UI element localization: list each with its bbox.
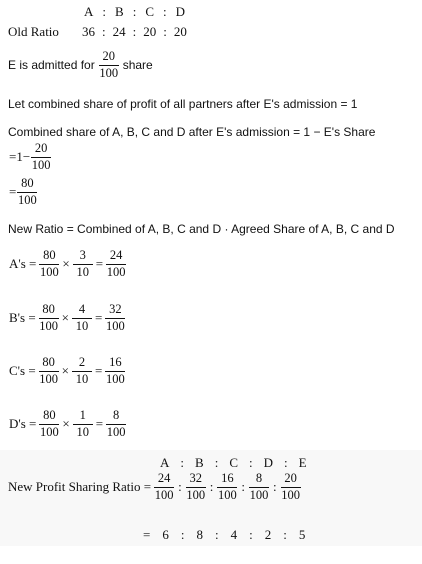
old-ratio-header: [84, 4, 185, 20]
final-a: 6: [162, 527, 169, 542]
times-sign: ×: [62, 416, 70, 432]
fraction-numerator: 20: [99, 50, 119, 66]
step-one: [8, 142, 51, 173]
fraction-numerator: 20: [281, 472, 301, 488]
fraction-denominator: 100: [217, 487, 237, 502]
share-fraction: [39, 356, 59, 387]
times-sign: ×: [61, 363, 69, 379]
value-sep: :: [102, 24, 106, 39]
step-fraction: [17, 177, 37, 208]
header-sep: :: [284, 455, 288, 470]
share-row-b: [8, 303, 125, 334]
value-c: 20: [143, 24, 157, 39]
header-b: B: [195, 455, 204, 470]
fraction-denominator: 100: [281, 487, 300, 502]
fraction-numerator: 80: [39, 249, 59, 265]
ratio-fraction-e: [281, 472, 301, 503]
fraction-denominator: 10: [75, 371, 89, 386]
fraction-denominator: 100: [99, 65, 119, 80]
equals-sign: =: [95, 256, 104, 272]
ratio-sep: :: [178, 479, 182, 495]
final-ratio: [143, 527, 305, 543]
new-profit-ratio-row: [8, 472, 301, 503]
share-fraction: [73, 409, 93, 440]
share-fraction: [72, 303, 92, 334]
fraction-denominator: 100: [186, 487, 206, 502]
admission-suffix: share: [122, 58, 153, 73]
fraction-numerator: 2: [72, 356, 92, 372]
share-row-a: [8, 249, 126, 280]
share-fraction: [39, 249, 59, 280]
fraction-denominator: 100: [106, 264, 126, 279]
value-d: 20: [173, 24, 187, 39]
final-e: 5: [298, 527, 306, 542]
header-c: C: [145, 4, 154, 19]
header-sep: :: [214, 455, 219, 470]
admission-prefix: E is admitted for: [8, 58, 95, 73]
header-c: C: [229, 455, 238, 470]
combined-statement: Combined share of A, B, C and D after E's admission = 1 − E's Share: [8, 125, 376, 139]
fraction-denominator: 100: [249, 487, 269, 502]
new-ratio-header: [160, 455, 307, 471]
fraction-denominator: 100: [40, 424, 59, 439]
share-fraction: [72, 356, 92, 387]
equals-sign: =: [95, 363, 103, 379]
ratio-sep: :: [209, 479, 214, 495]
final-equals: =: [143, 527, 151, 542]
fraction-numerator: 8: [249, 472, 269, 488]
header-sep: :: [180, 455, 185, 470]
fraction-numerator: 80: [17, 177, 37, 193]
old-ratio-label: Old Ratio: [8, 24, 59, 39]
step-two: [8, 177, 37, 208]
ratio-sep: :: [272, 479, 277, 495]
fraction-denominator: 100: [106, 424, 126, 439]
ratio-sep: :: [241, 479, 245, 495]
header-d: D: [175, 4, 185, 19]
final-sep: :: [249, 527, 253, 542]
fraction-numerator: 32: [186, 472, 206, 488]
old-ratio-values: [82, 24, 187, 40]
header-sep: :: [248, 455, 253, 470]
fraction-numerator: 8: [106, 409, 126, 425]
share-result: [105, 356, 125, 387]
value-sep: :: [163, 24, 167, 39]
final-c: 4: [230, 527, 238, 542]
fraction-numerator: 16: [217, 472, 237, 488]
share-label: A's =: [9, 256, 37, 272]
value-b: 24: [112, 24, 126, 39]
fraction-denominator: 100: [40, 264, 59, 279]
ratio-fraction-b: [186, 472, 206, 503]
fraction-numerator: 24: [106, 249, 126, 265]
fraction-numerator: 80: [39, 303, 59, 319]
fraction-denominator: 100: [105, 318, 125, 333]
step-fraction: [31, 142, 51, 173]
step-lhs: =1−: [9, 149, 31, 165]
final-sep: :: [283, 527, 287, 542]
fraction-denominator: 10: [76, 264, 89, 279]
fraction-numerator: 80: [39, 409, 59, 425]
header-d: D: [263, 455, 273, 470]
header-a: A: [84, 4, 94, 19]
header-b: B: [115, 4, 124, 19]
share-fraction: [39, 409, 59, 440]
header-sep: :: [102, 4, 107, 19]
header-e: E: [298, 455, 307, 470]
fraction-denominator: 100: [39, 318, 59, 333]
share-result: [105, 303, 125, 334]
share-label: B's =: [9, 310, 36, 326]
fraction-numerator: 3: [73, 249, 93, 265]
share-result: [106, 249, 126, 280]
fraction-denominator: 100: [154, 487, 174, 502]
let-statement: Let combined share of profit of all partners after E's admission = 1: [8, 97, 358, 111]
share-fraction: [39, 303, 59, 334]
share-row-c: [8, 356, 125, 387]
admission-fraction: [99, 50, 119, 81]
new-profit-label: New Profit Sharing Ratio =: [8, 479, 152, 495]
fraction-numerator: 16: [105, 356, 125, 372]
fraction-denominator: 100: [105, 371, 125, 386]
fraction-denominator: 10: [76, 424, 89, 439]
new-ratio-statement: New Ratio = Combined of A, B, C and D · Agreed Share of A, B, C and D: [8, 222, 395, 236]
header-sep: :: [162, 4, 167, 19]
times-sign: ×: [61, 310, 69, 326]
equals-sign: =: [95, 310, 103, 326]
share-label: D's =: [9, 416, 37, 432]
fraction-denominator: 100: [39, 371, 59, 386]
admission-line: [8, 50, 153, 81]
times-sign: ×: [62, 256, 70, 272]
fraction-numerator: 32: [105, 303, 125, 319]
ratio-fraction-d: [249, 472, 269, 503]
ratio-fraction-c: [217, 472, 237, 503]
fraction-denominator: 100: [31, 157, 51, 172]
final-b: 8: [196, 527, 203, 542]
final-d: 2: [264, 527, 272, 542]
fraction-numerator: 20: [31, 142, 51, 158]
fraction-numerator: 80: [39, 356, 59, 372]
ratio-fraction-a: [154, 472, 174, 503]
header-sep: :: [132, 4, 137, 19]
fraction-numerator: 4: [72, 303, 92, 319]
final-sep: :: [180, 527, 185, 542]
fraction-numerator: 24: [154, 472, 174, 488]
final-sep: :: [214, 527, 219, 542]
share-fraction: [73, 249, 93, 280]
fraction-denominator: 10: [75, 318, 89, 333]
fraction-denominator: 100: [17, 192, 37, 207]
equals-sign: =: [95, 416, 104, 432]
share-result: [106, 409, 126, 440]
header-a: A: [160, 455, 170, 470]
fraction-numerator: 1: [73, 409, 93, 425]
share-label: C's =: [9, 363, 36, 379]
value-a: 36: [82, 24, 95, 39]
value-sep: :: [132, 24, 137, 39]
step-lhs: =: [9, 184, 17, 200]
share-row-d: [8, 409, 126, 440]
